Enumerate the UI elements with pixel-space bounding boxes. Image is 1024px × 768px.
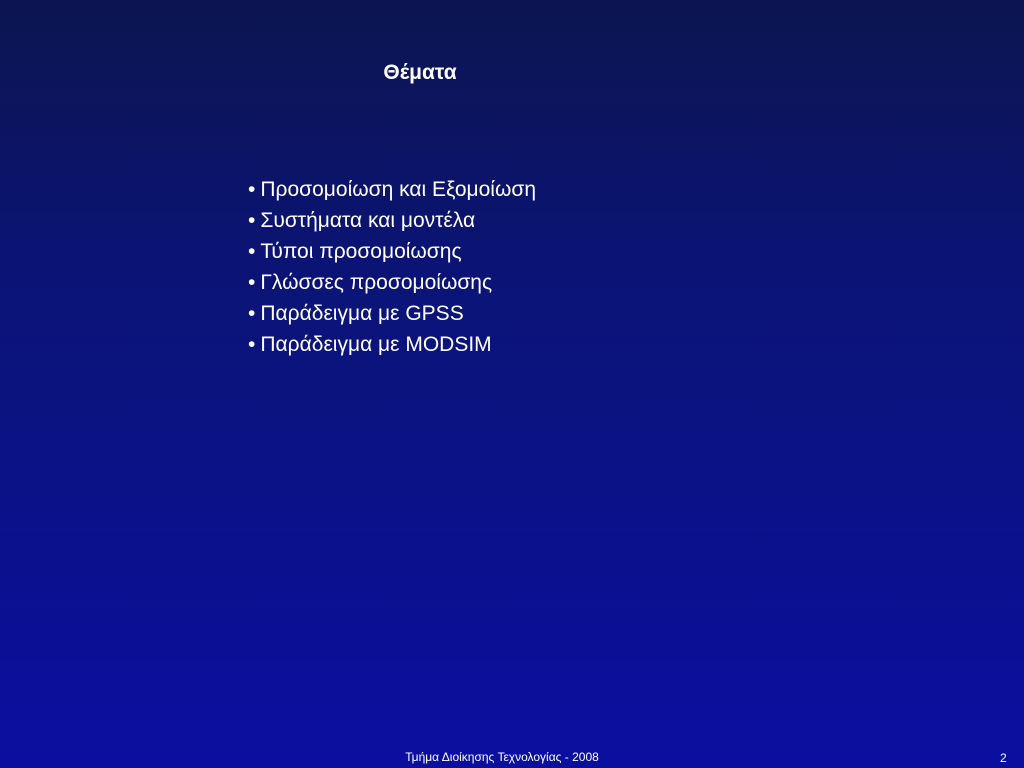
list-item (248, 236, 536, 267)
bullet-icon: • (248, 178, 256, 201)
bullet-icon: • (248, 302, 256, 325)
list-item (248, 267, 536, 298)
list-item (248, 205, 536, 236)
list-item (248, 174, 536, 205)
list-item-text: Παράδειγμα με MODSIM (260, 333, 492, 356)
list-item-text: Παράδειγμα με GPSS (260, 302, 464, 325)
slide-title: Θέματα (383, 61, 457, 84)
list-item (248, 329, 536, 360)
bullet-icon: • (248, 271, 256, 294)
list-item-text: Τύποι προσομοίωσης (260, 240, 462, 263)
list-item-text: Προσομοίωση και Εξομοίωση (260, 178, 536, 201)
list-item-text: Γλώσσες προσομοίωσης (260, 271, 493, 294)
slide-footer: Τμήμα Διοίκησης Τεχνολογίας - 2008 (405, 750, 599, 764)
topic-list (248, 174, 536, 360)
page-number: 2 (1000, 751, 1007, 765)
bullet-icon: • (248, 333, 256, 356)
list-item-text: Συστήματα και μοντέλα (260, 209, 476, 232)
bullet-icon: • (248, 240, 256, 263)
bullet-icon: • (248, 209, 256, 232)
list-item (248, 298, 536, 329)
